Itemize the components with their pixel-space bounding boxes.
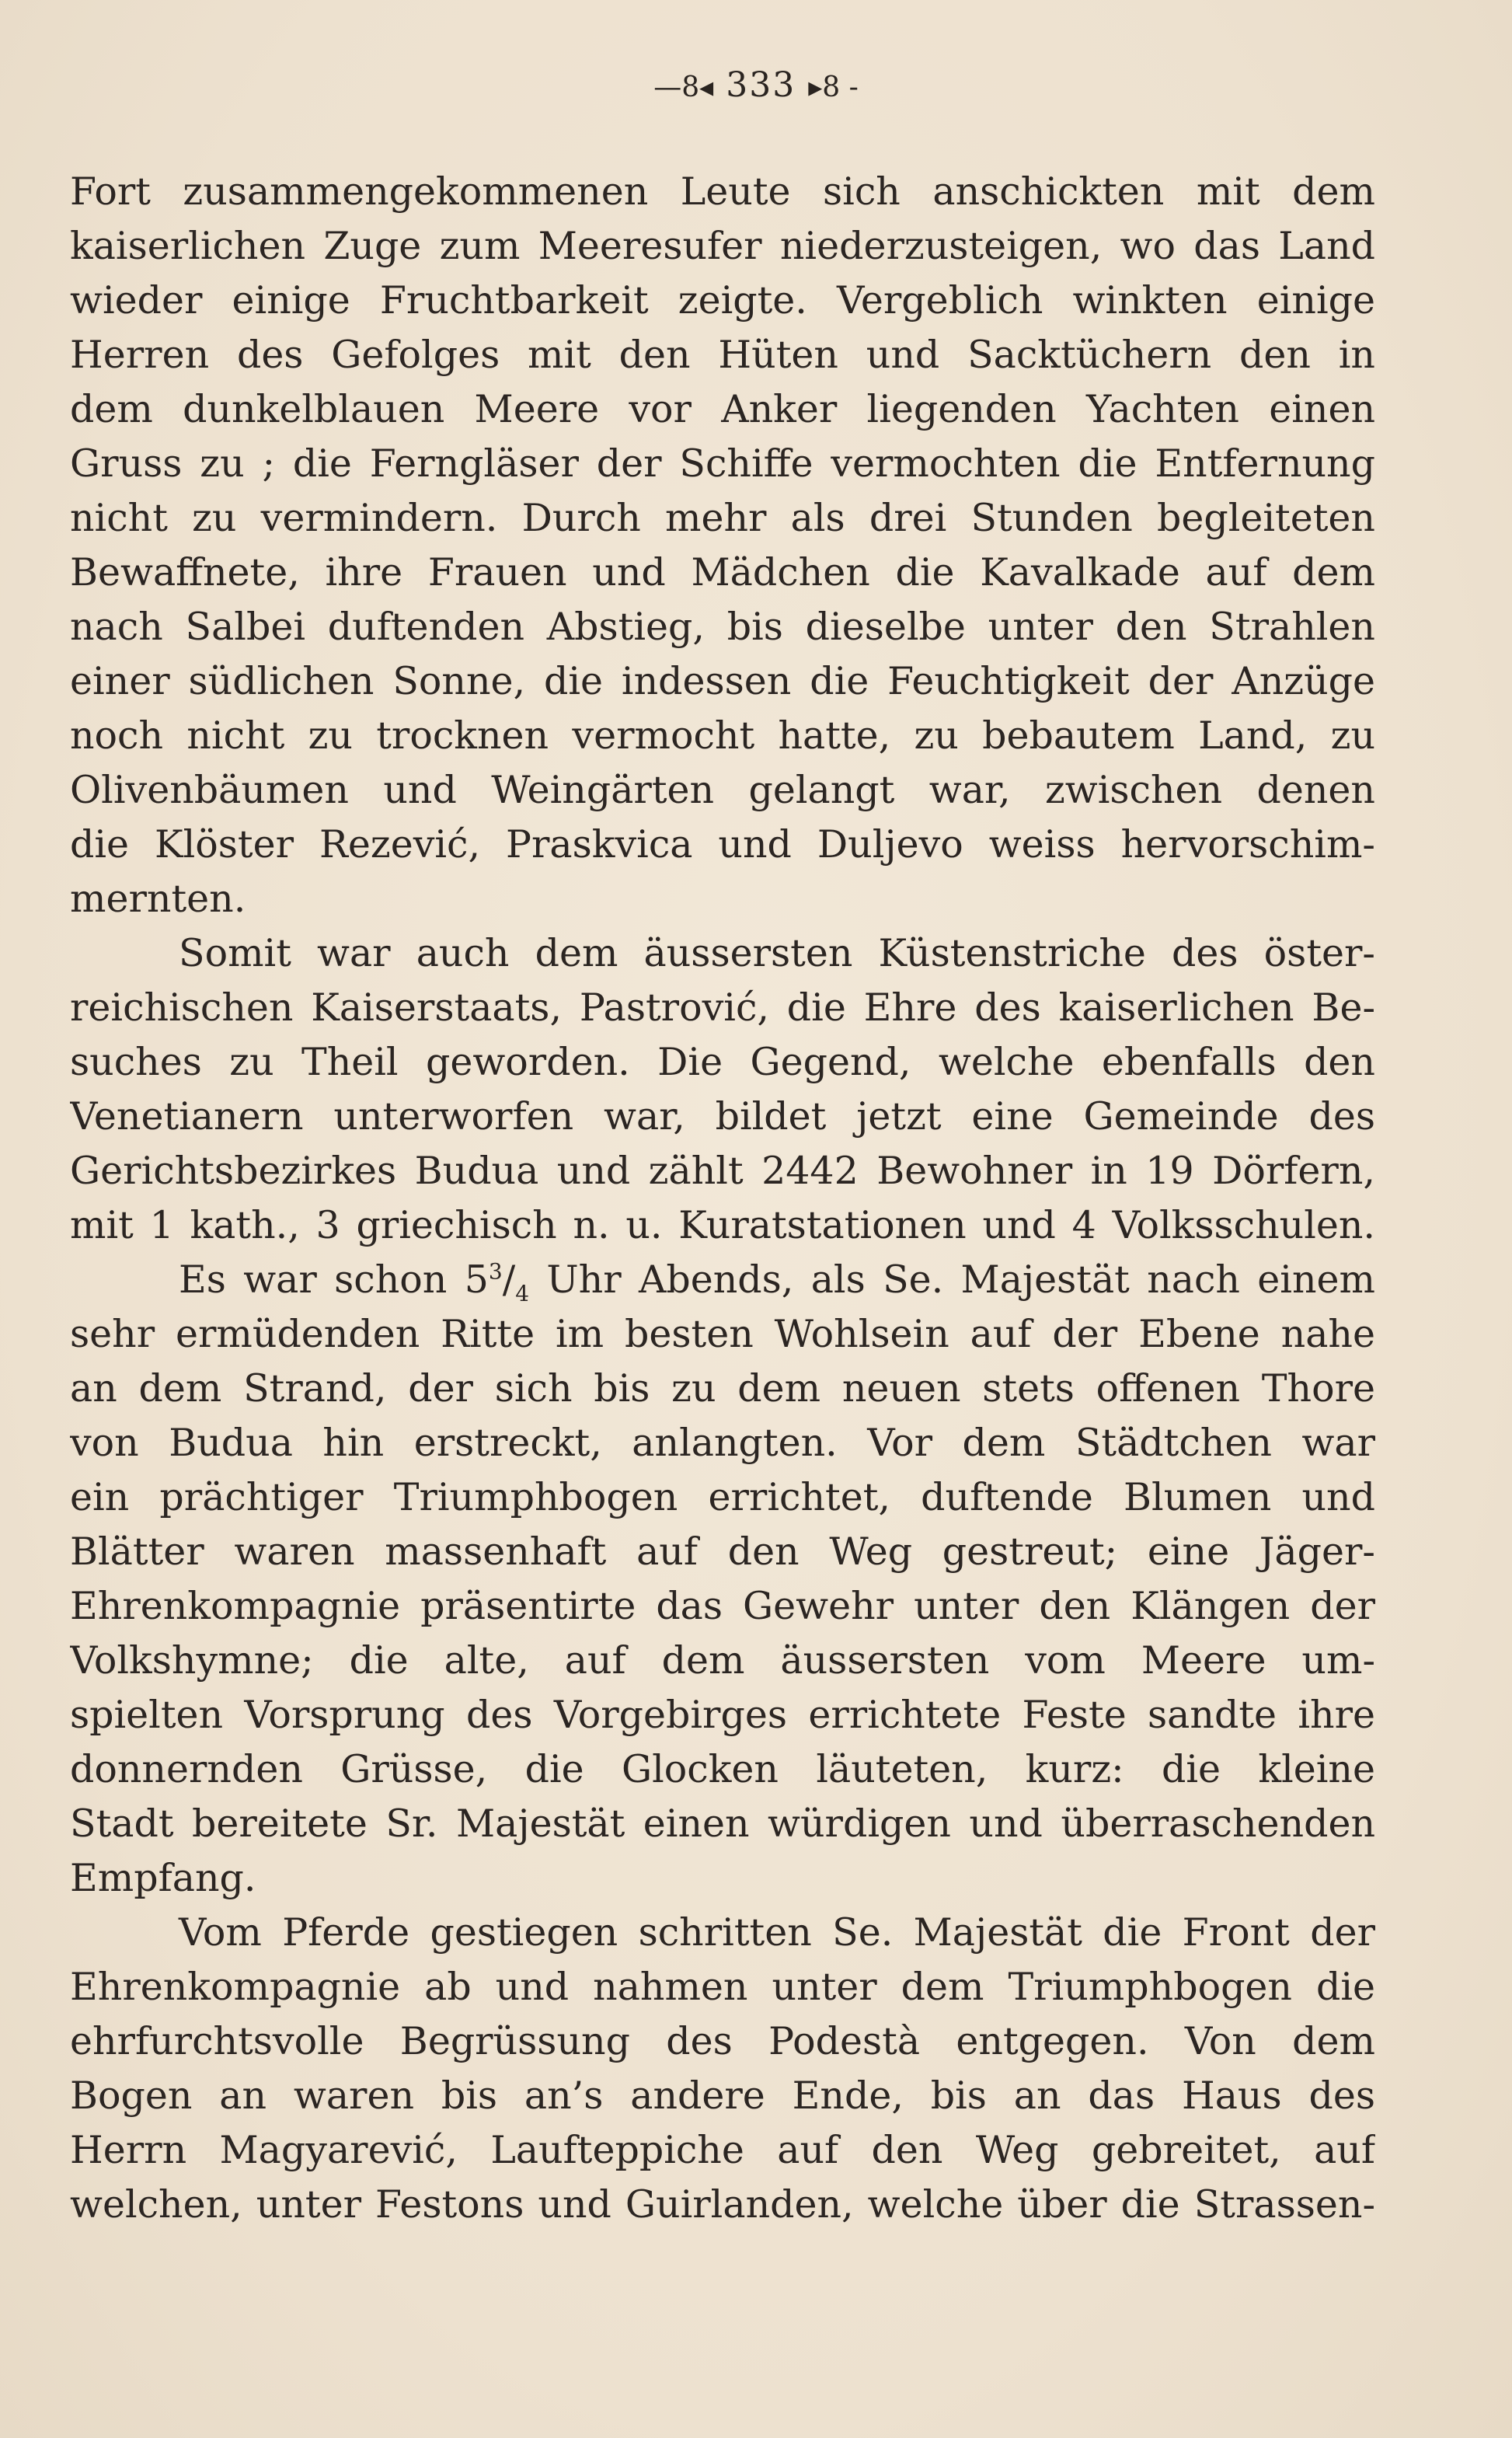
text-line: Venetianern unterworfen war, bildet jetzt eine Gemeinde des [70,1094,1375,1139]
text-line: Bewaffnete, ihre Frauen und Mädchen die Kavalkade auf dem [70,550,1375,595]
fraction-denominator: 4 [515,1280,530,1306]
text-line: wieder einige Fruchtbarkeit zeigte. Vergeblich winkten einige [70,278,1375,323]
text-line: nach Salbei duftenden Abstieg, bis dieselbe unter den Strahlen [70,605,1375,649]
text-line: Ehrenkompagnie präsentirte das Gewehr unter den Klängen der [70,1584,1375,1628]
text-line: Stadt bereitete Sr. Majestät einen würdigen und überraschenden [70,1801,1375,1846]
text-line: mit 1 kath., 3 griechisch n. u. Kuratstationen und 4 Volksschulen. [70,1203,1375,1247]
text-line-with-fraction [70,1253,1375,1307]
text-line: Herrn Magyarević, Laufteppiche auf den Weg gebreitet, auf [70,2128,1375,2172]
page-header [0,65,1512,105]
text-line: mernten. [70,877,246,921]
text-line: Empfang. [70,1856,256,1900]
text-line: donnernden Grüsse, die Glocken läuteten, kurz: die kleine [70,1747,1375,1791]
fraction-numerator: 3 [488,1258,503,1285]
text-line: Herren des Gefolges mit den Hüten und Sacktüchern den in [70,333,1375,377]
text-line: Bogen an waren bis an’s andere Ende, bis an das Haus des [70,2074,1375,2118]
text-line: sehr ermüdenden Ritte im besten Wohlsein auf der Ebene nahe [70,1312,1375,1356]
text-line: Gruss zu ; die Ferngläser der Schiffe vermochten die Entfernung [70,441,1375,486]
text-line: suches zu Theil geworden. Die Gegend, welche ebenfalls den [70,1040,1375,1084]
text-line: ehrfurchtsvolle Begrüssung des Podestà entgegen. Von dem [70,2019,1375,2063]
text-line: noch nicht zu trocknen vermocht hatte, zu bebautem Land, zu [70,713,1375,758]
page-number: 333 [726,65,796,105]
text-line: Blätter waren massenhaft auf den Weg gestreut; eine Jäger- [70,1529,1375,1574]
text-line: reichischen Kaiserstaats, Pastrović, die Ehre des kaiserlichen Be- [70,985,1375,1030]
right-ornament: ▸8 - [808,72,859,103]
text-line: von Budua hin erstreckt, anlangten. Vor dem Städtchen war [70,1421,1375,1465]
text-line: die Klöster Rezević, Praskvica und Duljevo weiss hervorschim- [70,822,1375,867]
text-line: an dem Strand, der sich bis zu dem neuen stets offenen Thore [70,1366,1375,1411]
text-line: dem dunkelblauen Meere vor Anker liegenden Yachten einen [70,387,1375,431]
text-line: Ehrenkompagnie ab und nahmen unter dem Triumphbogen die [70,1965,1375,2009]
text-line: ein prächtiger Triumphbogen errichtet, duftende Blumen und [70,1475,1375,1519]
text-line: spielten Vorsprung des Vorgebirges errichtete Feste sandte ihre [70,1693,1375,1737]
text-line: nicht zu vermindern. Durch mehr als drei Stunden begleiteten [70,496,1375,540]
line-end: Uhr Abends, als Se. Majestät nach einem [529,1257,1375,1302]
text-line: Volkshymne; die alte, auf dem äussersten vom Meere um- [70,1638,1375,1683]
line-start: Es war schon 5 [179,1257,489,1302]
text-line: welchen, unter Festons und Guirlanden, welche über die Strassen- [70,2182,1375,2227]
body-text [70,165,1375,2232]
left-ornament: —8◂ [653,72,714,103]
text-line: kaiserlichen Zuge zum Meeresufer niederzusteigen, wo das Land [70,224,1375,268]
text-line: einer südlichen Sonne, die indessen die Feuchtigkeit der Anzüge [70,659,1375,703]
text-line: Olivenbäumen und Weingärten gelangt war, zwischen denen [70,768,1375,812]
fraction-slash: / [502,1257,516,1302]
text-line: Fort zusammengekommenen Leute sich anschickten mit dem [70,169,1375,214]
text-line: Somit war auch dem äussersten Küstenstriche des öster- [179,931,1375,975]
text-line: Gerichtsbezirkes Budua und zählt 2442 Bewohner in 19 Dörfern, [70,1149,1375,1193]
text-line: Vom Pferde gestiegen schritten Se. Majestät die Front der [179,1910,1375,1955]
